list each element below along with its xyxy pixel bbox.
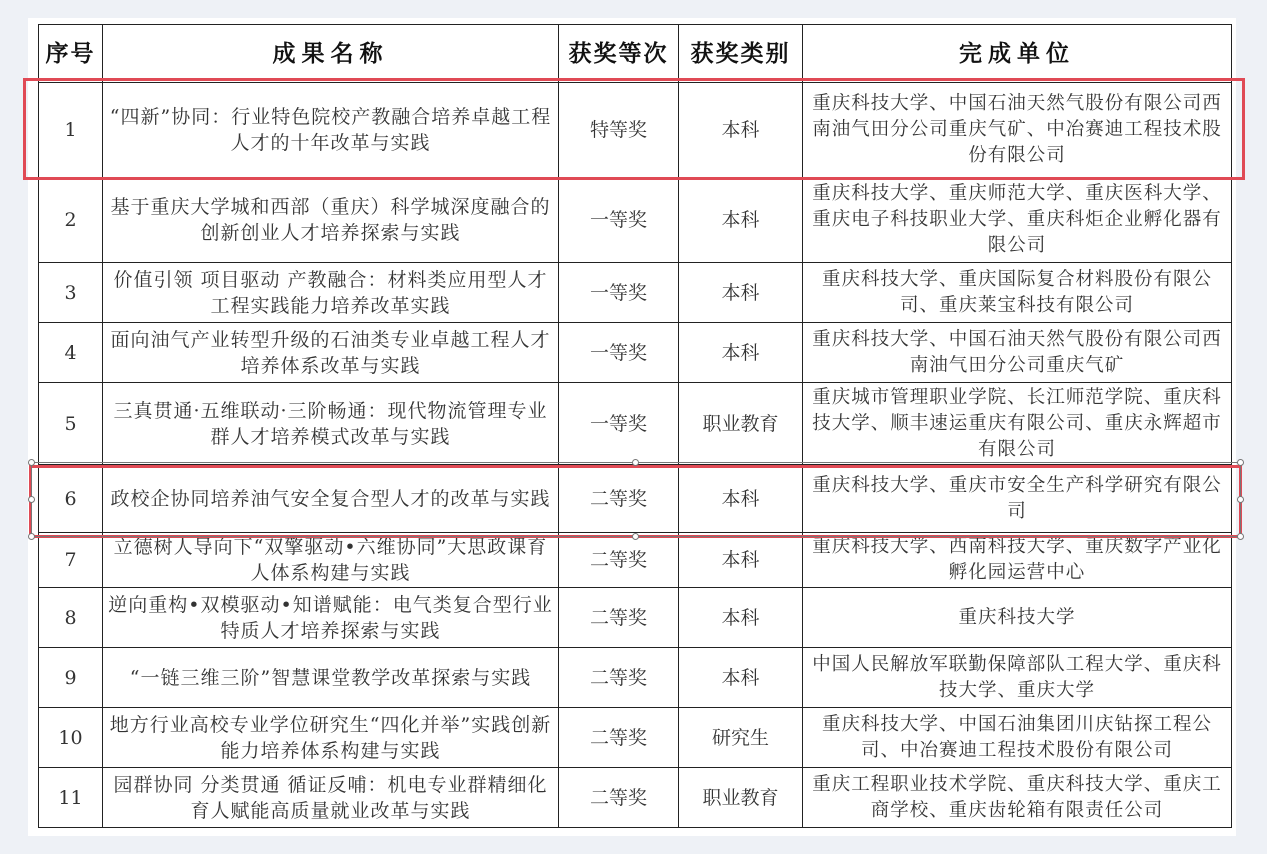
cell-index: 6 [39,465,103,533]
cell-index: 4 [39,323,103,383]
cell-category: 本科 [679,465,803,533]
cell-level: 二等奖 [559,533,679,588]
header-row [39,25,1232,83]
table-row [39,465,1232,533]
cell-index: 10 [39,708,103,768]
cell-category: 本科 [679,533,803,588]
cell-name: “一链三维三阶”智慧课堂教学改革探索与实践 [103,648,559,708]
cell-name: 三真贯通·五维联动·三阶畅通：现代物流管理专业群人才培养模式改革与实践 [103,383,559,465]
cell-unit: 重庆城市管理职业学院、长江师范学院、重庆科技大学、顺丰速运重庆有限公司、重庆永辉超市有限公司 [803,383,1232,465]
cell-category: 本科 [679,83,803,178]
cell-unit: 重庆科技大学 [803,588,1232,648]
cell-level: 特等奖 [559,83,679,178]
cell-index: 3 [39,263,103,323]
cell-category: 职业教育 [679,383,803,465]
cell-unit: 重庆科技大学、中国石油集团川庆钻探工程公司、中冶赛迪工程技术股份有限公司 [803,708,1232,768]
cell-category: 本科 [679,323,803,383]
resize-handle-top-left[interactable] [28,459,35,466]
cell-category: 本科 [679,588,803,648]
col-header-index: 序号 [39,25,103,83]
cell-level: 一等奖 [559,323,679,383]
cell-category: 研究生 [679,708,803,768]
cell-index: 9 [39,648,103,708]
resize-handle-bottom-middle[interactable] [632,533,639,540]
col-header-name: 成果名称 [103,25,559,83]
cell-unit: 重庆科技大学、西南科技大学、重庆数字产业化孵化园运营中心 [803,533,1232,588]
cell-category: 本科 [679,178,803,263]
table-row [39,83,1232,178]
resize-handle-top-right[interactable] [1237,459,1244,466]
table-row [39,323,1232,383]
cell-level: 二等奖 [559,768,679,828]
cell-name: 基于重庆大学城和西部（重庆）科学城深度融合的创新创业人才培养探索与实践 [103,178,559,263]
cell-level: 一等奖 [559,263,679,323]
cell-unit: 重庆科技大学、中国石油天然气股份有限公司西南油气田分公司重庆气矿 [803,323,1232,383]
cell-unit: 重庆科技大学、重庆国际复合材料股份有限公司、重庆莱宝科技有限公司 [803,263,1232,323]
cell-name: “四新”协同：行业特色院校产教融合培养卓越工程人才的十年改革与实践 [103,83,559,178]
resize-handle-middle-right[interactable] [1237,496,1244,503]
cell-unit: 重庆科技大学、重庆市安全生产科学研究有限公司 [803,465,1232,533]
table-row [39,708,1232,768]
table-row [39,588,1232,648]
cell-level: 二等奖 [559,708,679,768]
cell-index: 7 [39,533,103,588]
cell-name: 园群协同 分类贯通 循证反哺：机电专业群精细化育人赋能高质量就业改革与实践 [103,768,559,828]
cell-level: 二等奖 [559,588,679,648]
col-header-category: 获奖类别 [679,25,803,83]
cell-name: 面向油气产业转型升级的石油类专业卓越工程人才培养体系改革与实践 [103,323,559,383]
cell-name: 地方行业高校专业学位研究生“四化并举”实践创新能力培养体系构建与实践 [103,708,559,768]
table-row [39,768,1232,828]
table-row [39,383,1232,465]
cell-name: 价值引领 项目驱动 产教融合：材料类应用型人才工程实践能力培养改革实践 [103,263,559,323]
col-header-unit: 完成单位 [803,25,1232,83]
resize-handle-top-middle[interactable] [632,459,639,466]
cell-name: 立德树人导向下“双擎驱动•六维协同”大思政课育人体系构建与实践 [103,533,559,588]
table-row [39,263,1232,323]
resize-handle-bottom-right[interactable] [1237,533,1244,540]
cell-name: 逆向重构•双模驱动•知谱赋能：电气类复合型行业特质人才培养探索与实践 [103,588,559,648]
cell-index: 1 [39,83,103,178]
table-row [39,533,1232,588]
cell-index: 5 [39,383,103,465]
cell-unit: 重庆科技大学、重庆师范大学、重庆医科大学、重庆电子科技职业大学、重庆科炬企业孵化器有限公司 [803,178,1232,263]
table-row [39,648,1232,708]
cell-category: 本科 [679,263,803,323]
cell-name: 政校企协同培养油气安全复合型人才的改革与实践 [103,465,559,533]
cell-unit: 重庆工程职业技术学院、重庆科技大学、重庆工商学校、重庆齿轮箱有限责任公司 [803,768,1232,828]
cell-level: 一等奖 [559,383,679,465]
cell-index: 2 [39,178,103,263]
table-row [39,178,1232,263]
cell-level: 二等奖 [559,648,679,708]
resize-handle-bottom-left[interactable] [28,533,35,540]
resize-handle-middle-left[interactable] [28,496,35,503]
col-header-level: 获奖等次 [559,25,679,83]
cell-category: 本科 [679,648,803,708]
cell-unit: 重庆科技大学、中国石油天然气股份有限公司西南油气田分公司重庆气矿、中冶赛迪工程技术股份有限公司 [803,83,1232,178]
cell-level: 一等奖 [559,178,679,263]
cell-index: 11 [39,768,103,828]
cell-index: 8 [39,588,103,648]
cell-category: 职业教育 [679,768,803,828]
awards-table [38,24,1232,828]
cell-level: 二等奖 [559,465,679,533]
cell-unit: 中国人民解放军联勤保障部队工程大学、重庆科技大学、重庆大学 [803,648,1232,708]
